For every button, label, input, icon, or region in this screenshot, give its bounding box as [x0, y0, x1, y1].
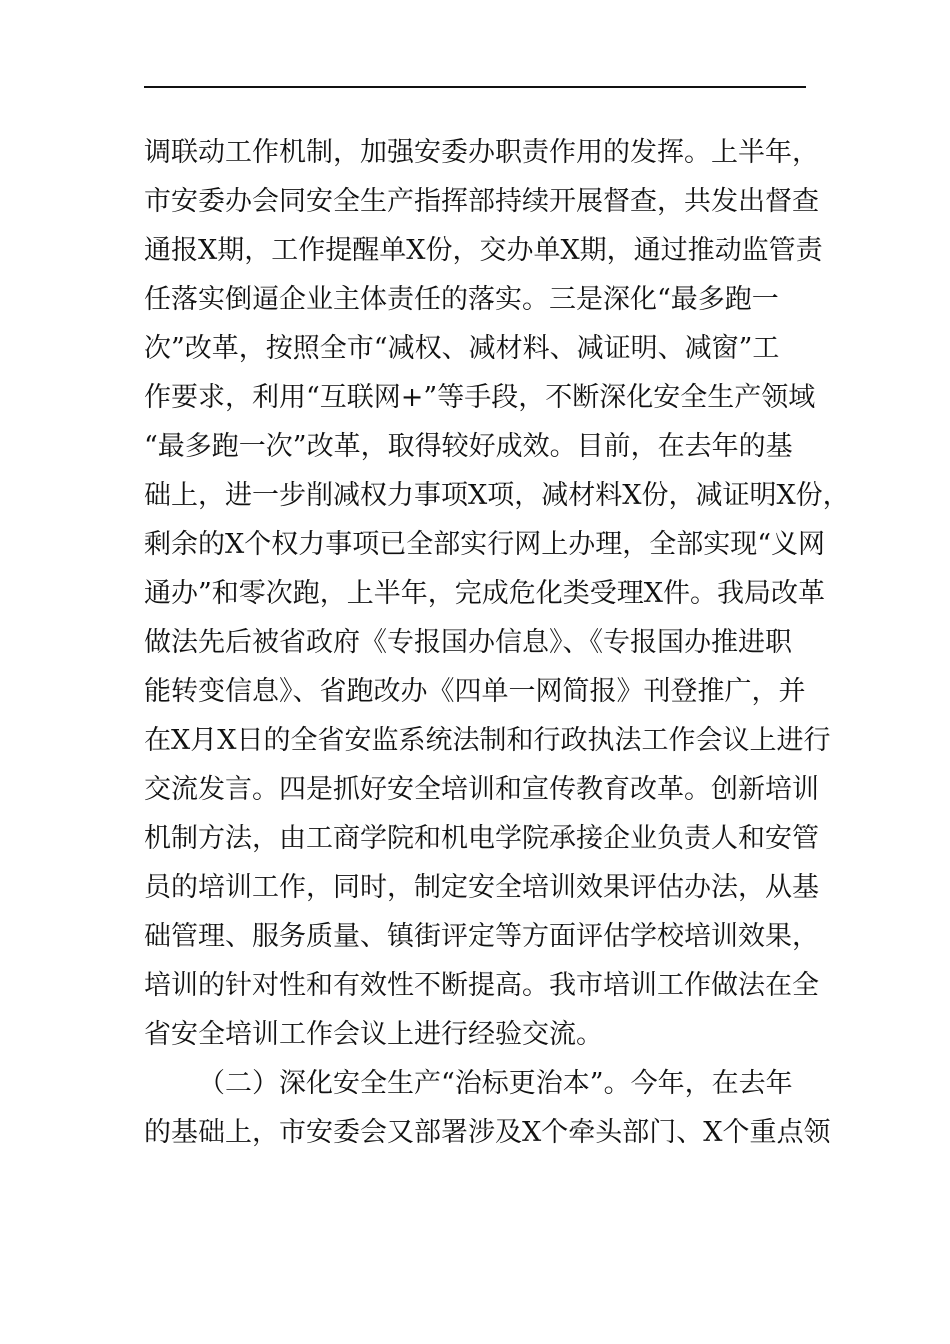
- text-line: “最多跑一次”改革，取得较好成效。目前，在去年的基: [144, 431, 793, 462]
- text-line: 做法先后被省政府《专报国办信息》、《专报国办推进职: [144, 627, 792, 658]
- text-line: 次”改革，按照全市“减权、减材料、减证明、减窗”工: [144, 333, 780, 364]
- text-line: 交流发言。四是抓好安全培训和宣传教育改革。创新培训: [144, 774, 819, 805]
- text-line: 能转变信息》、省跑改办《四单一网简报》刊登推广，并: [144, 676, 806, 707]
- text-line: 调联动工作机制，加强安委办职责作用的发挥。上半年，: [144, 137, 819, 168]
- text-line: 础管理、服务质量、镇街评定等方面评估学校培训效果，: [144, 921, 819, 952]
- document-body: [144, 128, 850, 1157]
- text-line: 机制方法，由工商学院和机电学院承接企业负责人和安管: [144, 823, 819, 854]
- text-line: 剩余的X个权力事项已全部实行网上办理，全部实现“义网: [144, 529, 826, 560]
- text-line: 础上，进一步削减权力事项X项，减材料X份，减证明X份，: [144, 480, 850, 511]
- text-line: 员的培训工作，同时，制定安全培训效果评估办法，从基: [144, 872, 819, 903]
- text-line: 省安全培训工作会议上进行经验交流。: [144, 1019, 603, 1050]
- text-line: 在X月X日的全省安监系统法制和行政执法工作会议上进行: [144, 725, 831, 756]
- text-line: 通办”和零次跑，上半年，完成危化类受理X件。我局改革: [144, 578, 826, 609]
- text-line: 作要求，利用“互联网+”等手段，不断深化安全生产领域: [144, 382, 816, 413]
- text-line: 任落实倒逼企业主体责任的落实。三是深化“最多跑一: [144, 284, 779, 315]
- text-line: 的基础上，市安委会又部署涉及X个牵头部门、X个重点领: [144, 1117, 831, 1148]
- text-line: 培训的针对性和有效性不断提高。我市培训工作做法在全: [144, 970, 819, 1001]
- section-heading-line: （二）深化安全生产“治标更治本”。今年，在去年: [198, 1068, 793, 1099]
- text-line: 通报X期，工作提醒单X份，交办单X期，通过推动监管责: [144, 235, 823, 266]
- header-rule: [144, 86, 806, 88]
- text-line: 市安委办会同安全生产指挥部持续开展督查，共发出督查: [144, 186, 819, 217]
